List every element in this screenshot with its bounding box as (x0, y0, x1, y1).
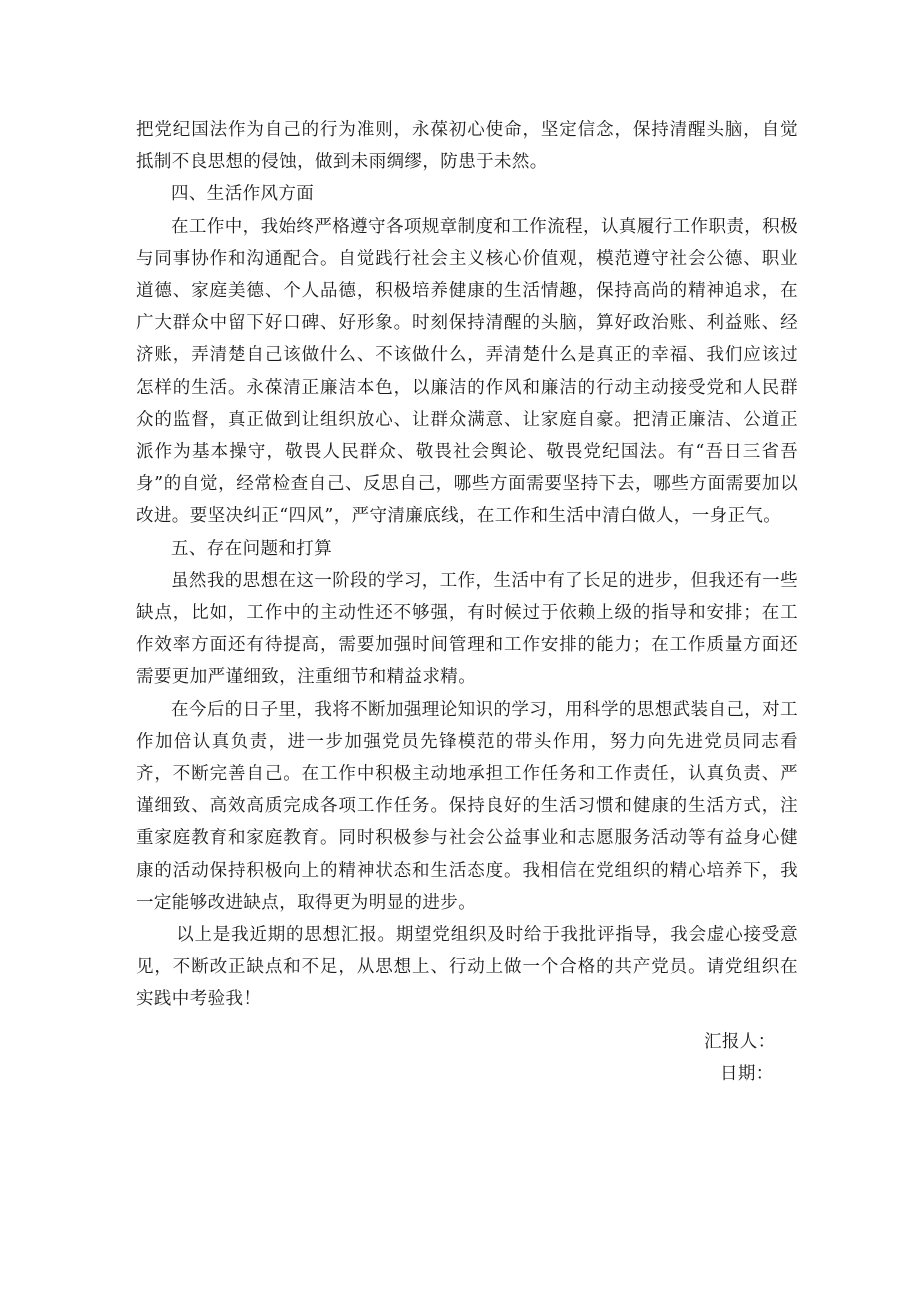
paragraph-future-plans: 在今后的日子里，我将不断加强理论知识的学习，用科学的思想武装自己，对工作加倍认真负责，进一步加强党员先锋模范的带头作用，努力向先进党员同志看齐，不断完善自己。在工作中积极主动地承担工作任务和工作责任，认真负责、严谨细致、高效高质完成各项工作任务。保持良好的生活习惯和健康的生活方式，注重家庭教育和家庭教育。同时积极参与社会公益事业和志愿服务活动等有益身心健康的活动保持积极向上的精神状态和生活态度。我相信在党组织的精心培养下，我一定能够改进缺点，取得更为明显的进步。 (136, 699, 798, 913)
reporter-label: 汇报人： (704, 1032, 776, 1052)
document-body (136, 114, 798, 1016)
paragraph-shortcomings: 虽然我的思想在这一阶段的学习，工作，生活中有了长足的进步，但我还有一些缺点，比如，工作中的主动性还不够强，有时候过于依赖上级的指导和安排；在工作效率方面还有待提高，需要加强时间管理和工作安排的能力；在工作质量方面还需要更加严谨细致，注重细节和精益求精。 (136, 570, 798, 688)
paragraph-closing: 以上是我近期的思想汇报。期望党组织及时给于我批评指导，我会虚心接受意见，不断改正缺点和不足，从思想上、行动上做一个合格的共产党员。请党组织在实践中考验我！ (136, 925, 798, 1010)
date-label: 日期： (720, 1064, 774, 1084)
section-heading-lifestyle: 四、生活作风方面 (171, 184, 315, 205)
paragraph-continuation: 把党纪国法作为自己的行为准则，永葆初心使命，坚定信念，保持清醒头脑，自觉抵制不良思想的侵蚀，做到未雨绸缪，防患于未然。 (136, 120, 798, 173)
section-heading-problems-plans: 五、存在问题和打算 (171, 538, 333, 559)
paragraph-lifestyle: 在工作中，我始终严格遵守各项规章制度和工作流程，认真履行工作职责，积极与同事协作和沟通配合。自觉践行社会主义核心价值观，模范遵守社会公德、职业道德、家庭美德、个人品德，积极培养健康的生活情趣，保持高尚的精神追求，在广大群众中留下好口碑、好形象。时刻保持清醒的头脑，算好政治账、利益账、经济账，弄清楚自己该做什么、不该做什么，弄清楚什么是真正的幸福、我们应该过怎样的生活。永葆清正廉洁本色，以廉洁的作风和廉洁的行动主动接受党和人民群众的监督，真正做到让组织放心、让群众满意、让家庭自豪。把清正廉洁、公道正派作为基本操守，敬畏人民群众、敬畏社会舆论、敬畏党纪国法。有“吾日三省吾身”的自觉，经常检查自己、反思自己，哪些方面需要坚持下去，哪些方面需要加以改进。要坚决纠正“四风”，严守清廉底线，在工作和生活中清白做人，一身正气。 (136, 216, 798, 527)
